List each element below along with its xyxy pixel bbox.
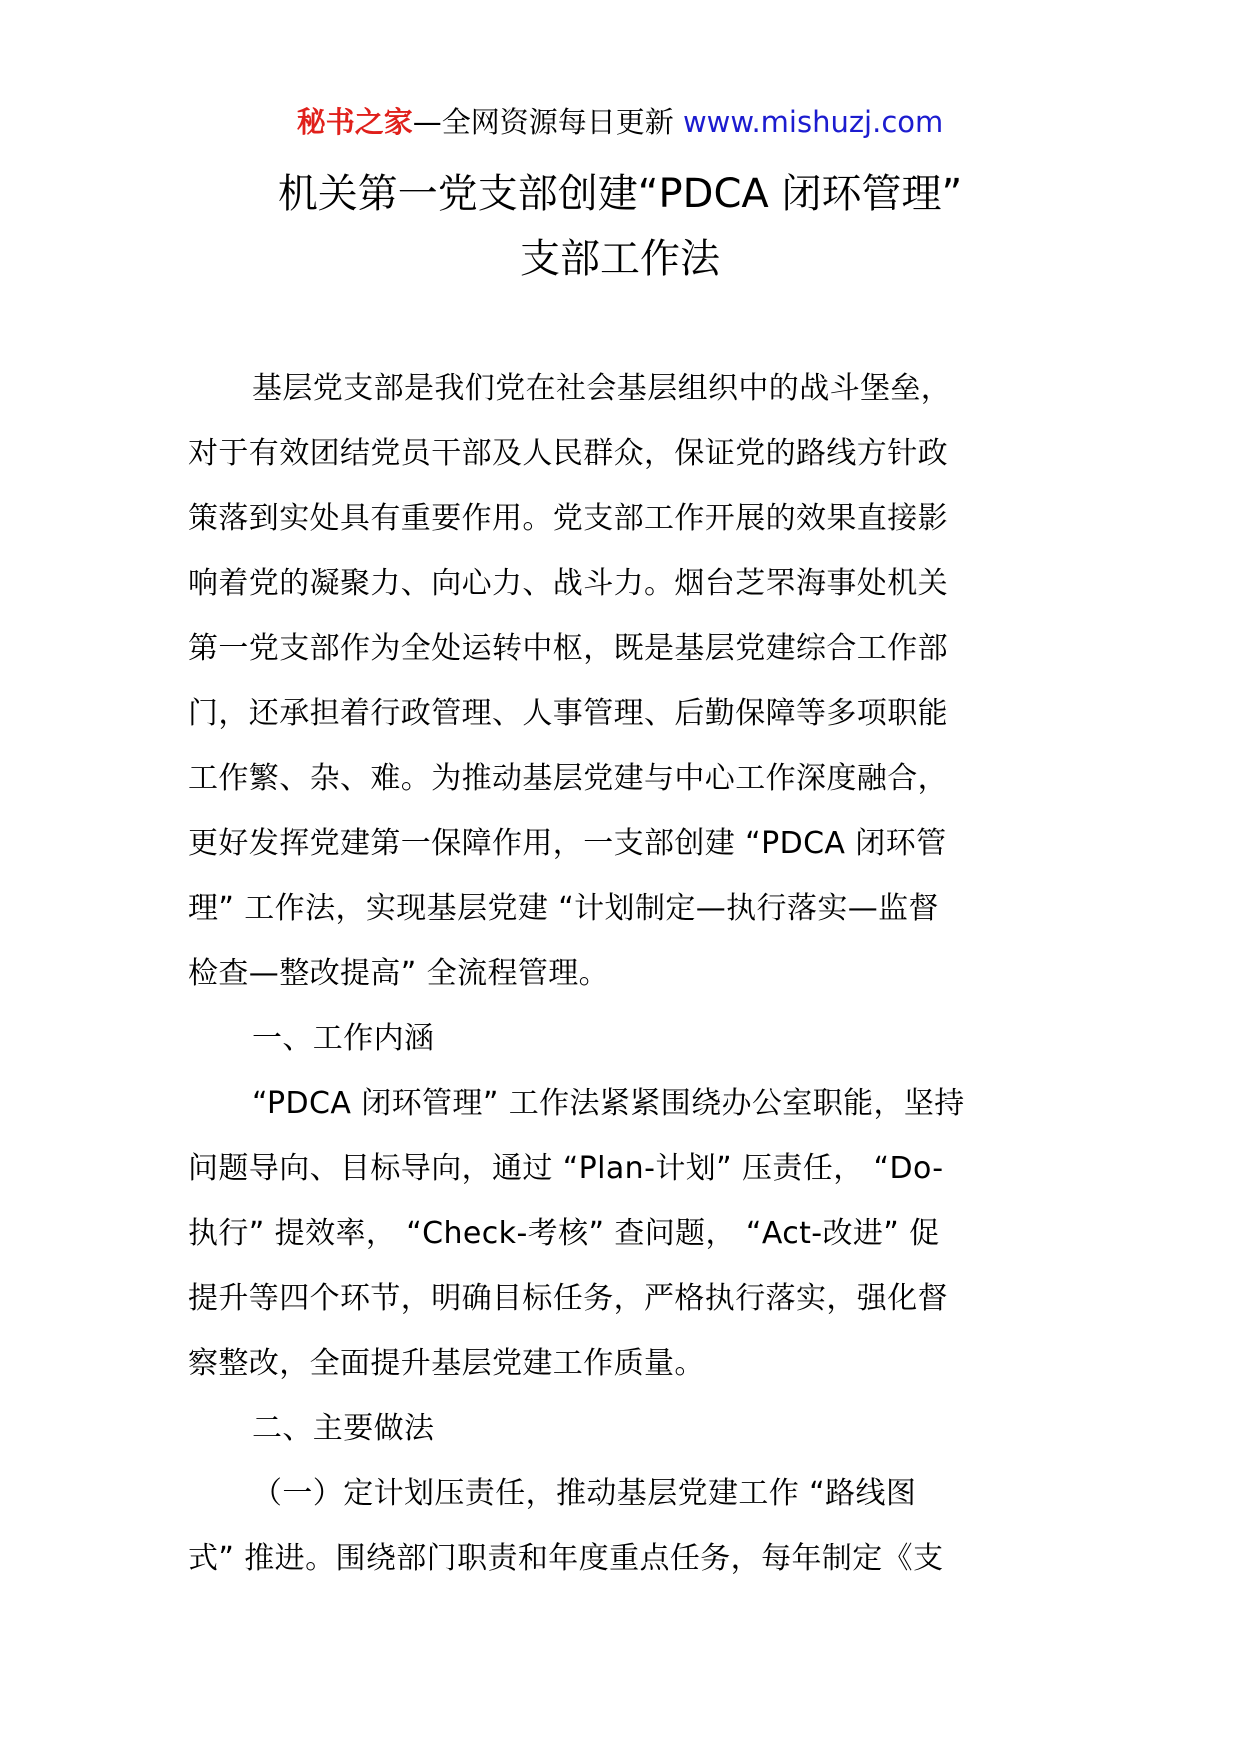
paragraph-line: “PDCA 闭环管理” 工作法紧紧围绕办公室职能，坚持 xyxy=(252,1086,965,1121)
paragraph-line: 检查—整改提高” 全流程管理。 xyxy=(188,956,610,991)
paragraph-line: 策落到实处具有重要作用。党支部工作开展的效果直接影 xyxy=(188,501,948,536)
brand-name: 秘书之家 xyxy=(296,105,413,139)
paragraph-line: 响着党的凝聚力、向心力、战斗力。烟台芝罘海事处机关 xyxy=(188,566,948,601)
site-url-link[interactable]: www.mishuzj.com xyxy=(682,105,944,139)
paragraph-line: 工作繁、杂、难。为推动基层党建与中心工作深度融合， xyxy=(188,761,948,796)
paragraph-line: 提升等四个环节，明确目标任务，严格执行落实，强化督 xyxy=(188,1281,948,1316)
paragraph-line: 对于有效团结党员干部及人民群众，保证党的路线方针政 xyxy=(188,436,948,471)
paragraph-line: （一）定计划压责任，推动基层党建工作 “路线图 xyxy=(252,1476,917,1511)
paragraph-line: 更好发挥党建第一保障作用，一支部创建 “PDCA 闭环管 xyxy=(188,826,947,861)
paragraph-line: 察整改，全面提升基层党建工作质量。 xyxy=(188,1346,705,1381)
document-title-line-2: 支部工作法 xyxy=(520,236,720,282)
paragraph-line: 门，还承担着行政管理、人事管理、后勤保障等多项职能 xyxy=(188,696,948,731)
paragraph-line: 式” 推进。围绕部门职责和年度重点任务，每年制定《支 xyxy=(188,1541,944,1576)
header-tagline: —全网资源每日更新 xyxy=(412,105,683,139)
document-body xyxy=(188,356,1054,1591)
paragraph-line: 基层党支部是我们党在社会基层组织中的战斗堡垒， xyxy=(252,371,952,406)
paragraph-line: 执行” 提效率， “Check-考核” 查问题， “Act-改进” 促 xyxy=(188,1216,940,1251)
paragraph-line: 理” 工作法，实现基层党建 “计划制定—执行落实—监督 xyxy=(188,891,939,926)
section-heading: 二、主要做法 xyxy=(252,1411,435,1446)
paragraph-line: 问题导向、目标导向，通过 “Plan-计划” 压责任， “Do- xyxy=(188,1151,944,1186)
section-heading: 一、工作内涵 xyxy=(252,1021,435,1056)
site-header xyxy=(0,100,1240,144)
document-title-line-1: 机关第一党支部创建“PDCA 闭环管理” xyxy=(277,171,963,217)
paragraph-line: 第一党支部作为全处运转中枢，既是基层党建综合工作部 xyxy=(188,631,948,666)
